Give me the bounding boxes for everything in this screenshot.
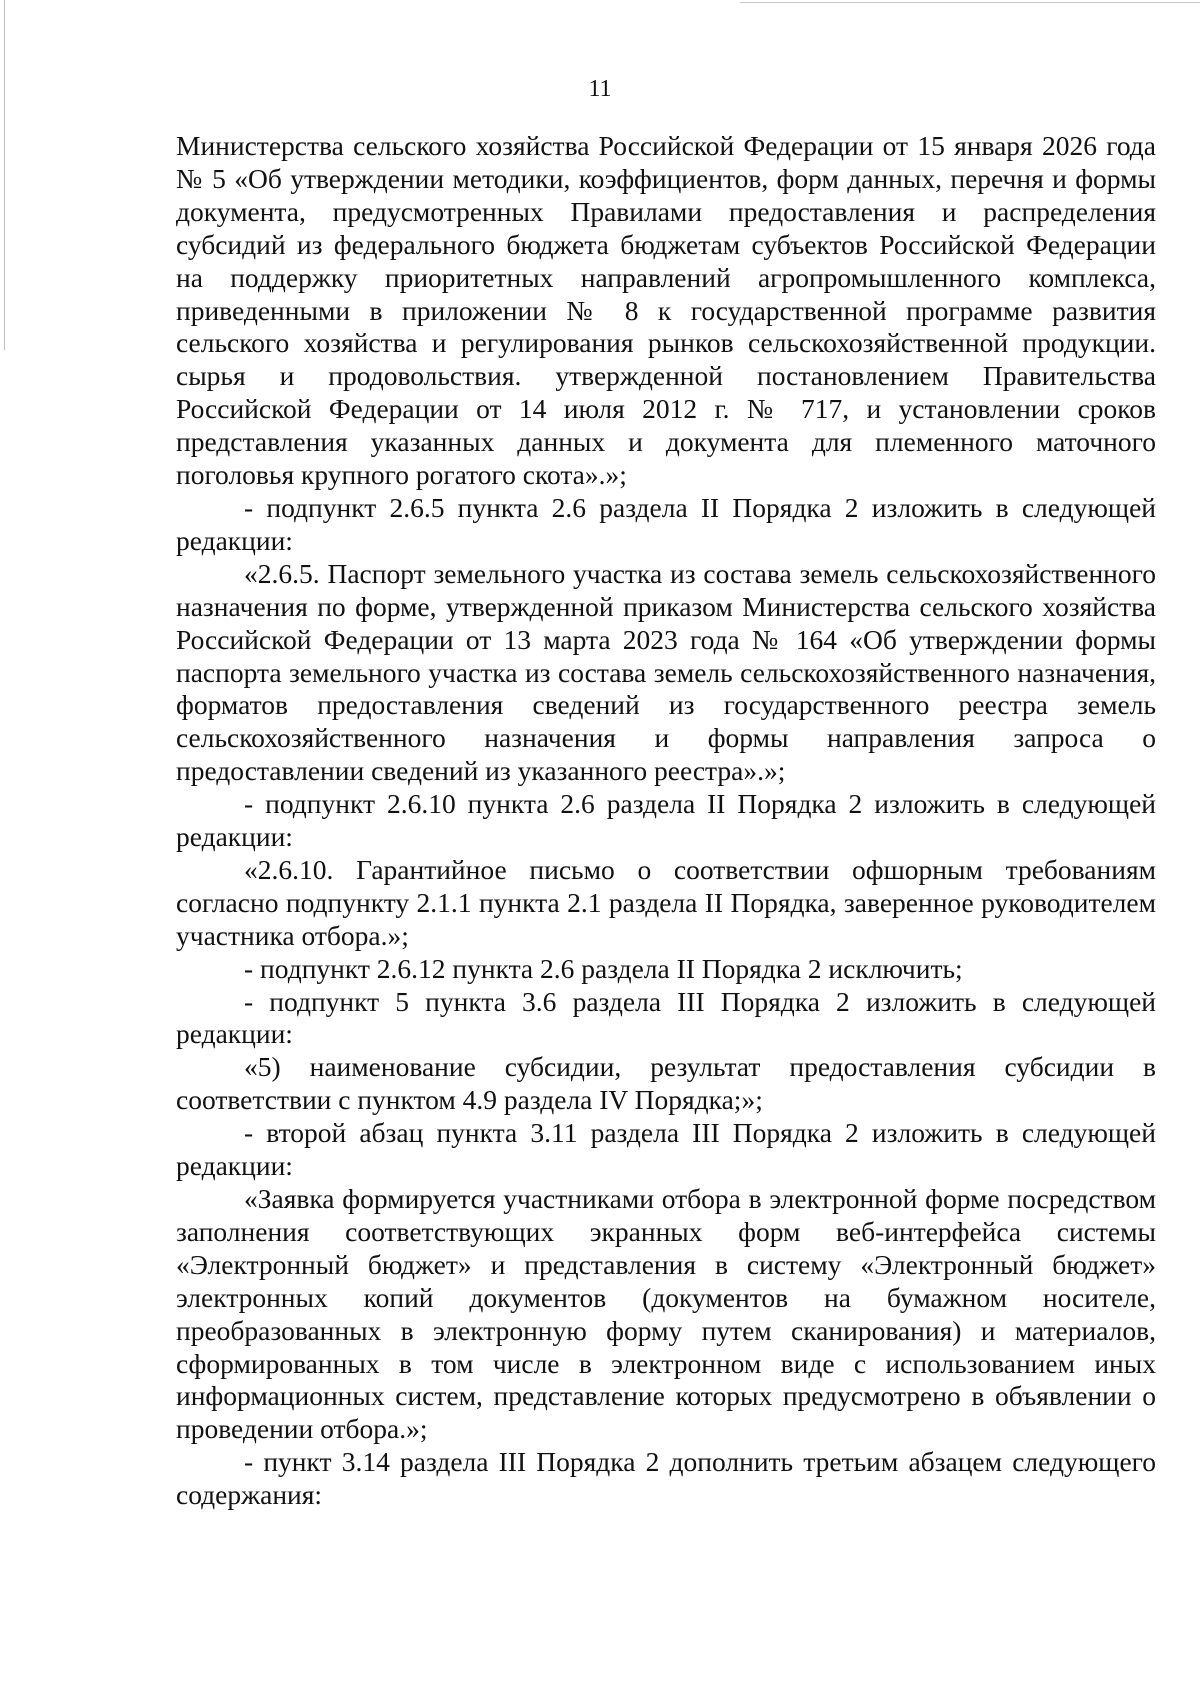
paragraph-11: - пункт 3.14 раздела III Порядка 2 дополнить третьим абзацем следующего содержания: bbox=[176, 1446, 1156, 1511]
scan-edge-left bbox=[4, 0, 5, 350]
paragraph-8: «5) наименование субсидии, результат предоставления субсидии в соответствии с пунктом 4.9 раздела IV Порядка;»; bbox=[176, 1051, 1156, 1116]
paragraph-6: - подпункт 2.6.12 пункта 2.6 раздела II Порядка 2 исключить; bbox=[244, 952, 963, 984]
paragraph-3: «2.6.5. Паспорт земельного участка из состава земель сельскохозяйственного назначения по форме, утвержденной приказом Министерства сельского хозяйства Российской Федерации от 13 марта 2023 года № 164 «Об утверждении формы паспорта земельного участка из состава земель сельскохозяйственного назначения, форматов предоставления сведений из государственного реестра земель сельскохозяйственного назначения и формы направления запроса о предоставлении сведений из указанного реестра».»; bbox=[176, 557, 1156, 787]
page-number: 11 bbox=[588, 76, 612, 102]
paragraph-9: - второй абзац пункта 3.11 раздела III Порядка 2 изложить в следующей редакции: bbox=[176, 1117, 1156, 1182]
paragraph-4: - подпункт 2.6.10 пункта 2.6 раздела II Порядка 2 изложить в следующей редакции: bbox=[176, 788, 1156, 853]
document-body bbox=[176, 130, 1156, 1512]
paragraph-2: - подпункт 2.6.5 пункта 2.6 раздела II Порядка 2 изложить в следующей редакции: bbox=[176, 491, 1156, 556]
paragraph-1: Министерства сельского хозяйства Российской Федерации от 15 января 2026 года № 5 «Об утверждении методики, коэффициентов, форм данных, перечня и формы документа, предусмотренных Правилами предоставления и распределения субсидий из федерального бюджета бюджетам субъектов Российской Федерации на поддержку приоритетных направлений агропромышленного комплекса, приведенными в приложении № 8 к государственной программе развития сельского хозяйства и регулирования рынков сельскохозяйственной продукции. сырья и продовольствия. утвержденной постановлением Правительства Российской Федерации от 14 июля 2012 г. № 717, и установлении сроков представления указанных данных и документа для племенного маточного поголовья крупного рогатого скота».»; bbox=[176, 130, 1156, 491]
paragraph-5: «2.6.10. Гарантийное письмо о соответствии офшорным требованиям согласно подпункту 2.1.1 пункта 2.1 раздела II Порядка, заверенное руководителем участника отбора.»; bbox=[176, 853, 1156, 951]
paragraph-7: - подпункт 5 пункта 3.6 раздела III Порядка 2 изложить в следующей редакции: bbox=[176, 985, 1156, 1050]
paragraph-10: «Заявка формируется участниками отбора в электронной форме посредством заполнения соответствующих экранных форм веб-интерфейса системы «Электронный бюджет» и представления в систему «Электронный бюджет» электронных копий документов (документов на бумажном носителе, преобразованных в электронную форму путем сканирования) и материалов, сформированных в том числе в электронном виде с использованием иных информационных систем, представление которых предусмотрено в объявлении о проведении отбора.»; bbox=[176, 1183, 1156, 1445]
scan-edge-top bbox=[740, 2, 1200, 3]
